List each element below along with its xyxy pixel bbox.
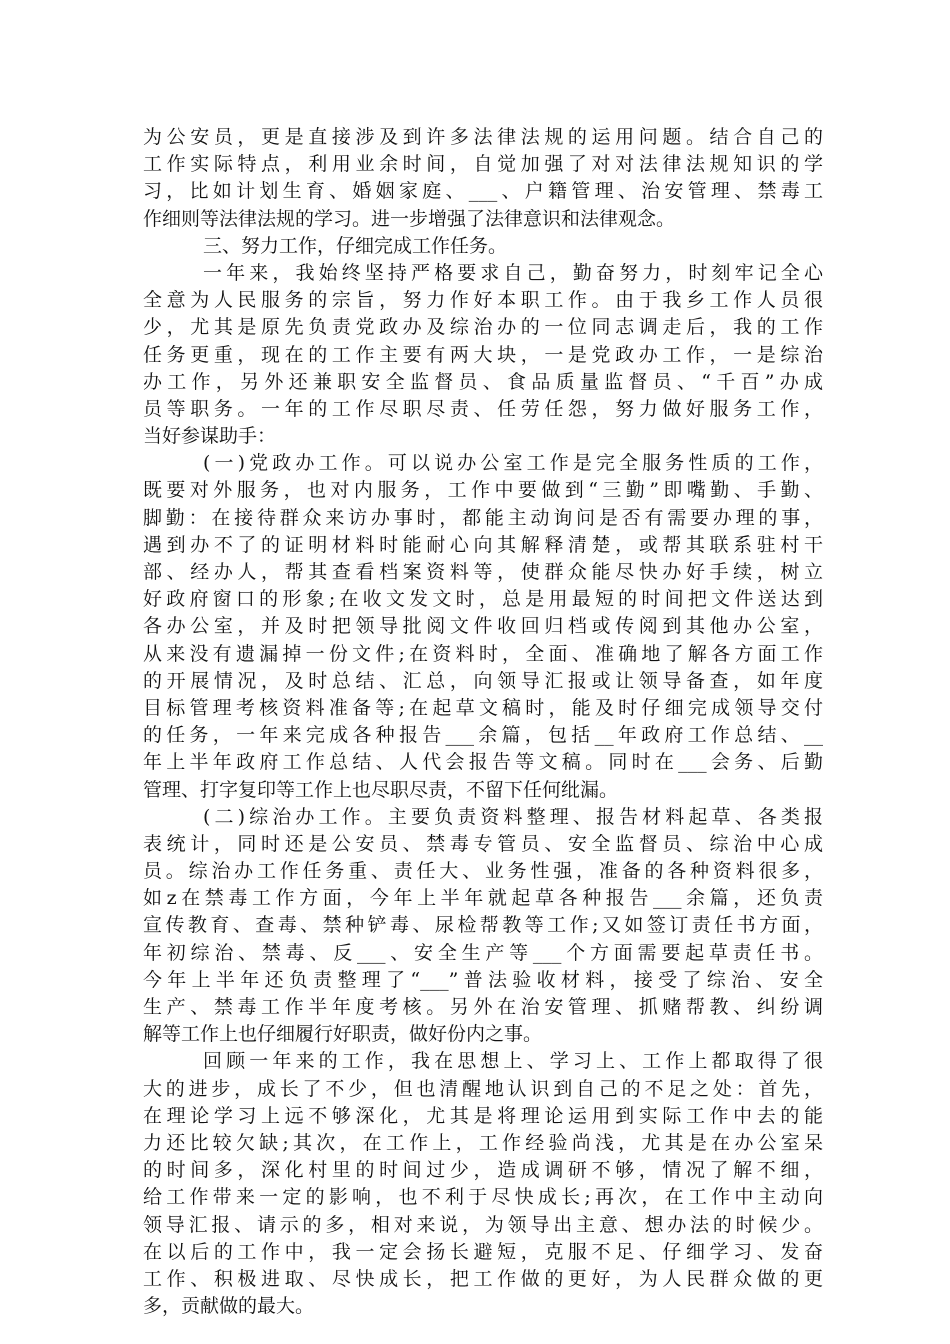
paragraph-first-line: (二)综治办工作。主要负责资料整理、报告材料起草、各类报 [203, 805, 823, 828]
text-line: 管理、打字复印等工作上也尽职尽责，不留下任何纰漏。 [143, 778, 619, 801]
text-line: 多，贡献做的最大。 [143, 1295, 315, 1318]
text-line: 表统计，同时还是公安员、禁毒专管员、安全监督员、综治中心成 [143, 832, 823, 855]
text-line: 年上半年政府工作总结、人代会报告等文稿。同时在___会务、后勤 [143, 751, 823, 774]
text-line: 的时间多，深化村里的时间过少，造成调研不够，情况了解不细， [143, 1159, 823, 1182]
text-line: 工作、积极进取、尽快成长，把工作做的更好，为人民群众做的更 [143, 1267, 823, 1290]
document-body [143, 124, 823, 1320]
text-line: 生产、禁毒工作半年度考核。另外在治安管理、抓赌帮教、纠纷调 [143, 996, 823, 1018]
text-line: 各办公室，并及时把领导批阅文件收回归档或传阅到其他办公室， [143, 615, 823, 638]
text-line: 既要对外服务，也对内服务，工作中要做到“三勤”即嘴勤、手勤、 [143, 479, 823, 502]
text-line: 目标管理考核资料准备等;在起草文稿时，能及时仔细完成领导交付 [143, 696, 823, 719]
paragraph-first-line: 回顾一年来的工作，我在思想上、学习上、工作上都取得了很 [203, 1050, 823, 1073]
section-heading: 三、努力工作，仔细完成工作任务。 [203, 234, 508, 257]
text-line: 在理论学习上远不够深化，尤其是将理论运用到实际工作中去的能 [143, 1104, 823, 1127]
text-line: 力还比较欠缺;其次，在工作上，工作经验尚浅，尤其是在办公室呆 [143, 1131, 823, 1154]
text-line: 解等工作上也仔细履行好职责，做好份内之事。 [143, 1023, 543, 1046]
text-line: 当好参谋助手： [143, 425, 277, 448]
text-line: 少，尤其是原先负责党政办及综治办的一位同志调走后，我的工作 [143, 316, 823, 339]
text-line: 脚勤：在接待群众来访办事时，都能主动询问是否有需要办理的事， [143, 506, 823, 529]
text-line: 为公安员，更是直接涉及到许多法律法规的运用问题。结合自己的 [143, 126, 823, 148]
text-line: 在以后的工作中，我一定会扬长避短，克服不足、仔细学习、发奋 [143, 1240, 823, 1263]
text-line: 从来没有遗漏掉一份文件;在资料时，全面、准确地了解各方面工作 [143, 642, 823, 665]
text-line: 员。综治办工作任务重、责任大、业务性强，准备的各种资料很多， [143, 860, 823, 883]
text-line: 好政府窗口的形象;在收文发文时，总是用最短的时间把文件送达到 [143, 588, 823, 611]
paragraph-first-line: (一)党政办工作。可以说办公室工作是完全服务性质的工作， [203, 452, 823, 475]
text-line: 部、经办人，帮其查看档案资料等，使群众能尽快办好手续，树立 [143, 561, 823, 583]
text-line: 遇到办不了的证明材料时能耐心向其解释清楚，或帮其联系驻村干 [143, 533, 823, 556]
text-line: 领导汇报、请示的多，相对来说，为领导出主意、想办法的时候少。 [143, 1213, 823, 1236]
text-line: 的任务，一年来完成各种报告___余篇，包括__年政府工作总结、__ [143, 724, 823, 747]
text-line: 给工作带来一定的影响，也不利于尽快成长;再次，在工作中主动向 [143, 1186, 823, 1209]
paragraph-first-line: 一年来，我始终坚持严格要求自己，勤奋努力，时刻牢记全心 [203, 261, 823, 284]
text-line: 的开展情况，及时总结、汇总，向领导汇报或让领导备查，如年度 [143, 669, 823, 692]
text-line: 年初综治、禁毒、反___、安全生产等___个方面需要起草责任书。 [143, 941, 823, 964]
text-line: 今年上半年还负责整理了“___”普法验收材料，接受了综治、安全 [143, 968, 823, 991]
text-line: 工作实际特点，利用业余时间，自觉加强了对对法律法规知识的学 [143, 153, 823, 176]
text-line: 大的进步，成长了不少，但也清醒地认识到自己的不足之处：首先， [143, 1077, 823, 1100]
text-line: 宣传教育、查毒、禁种铲毒、尿检帮教等工作;又如签订责任书方面， [143, 914, 823, 937]
text-line: 员等职务。一年的工作尽职尽责、任劳任怨，努力做好服务工作， [143, 397, 823, 420]
text-line: 作细则等法律法规的学习。进一步增强了法律意识和法律观念。 [143, 207, 676, 230]
text-line: 任务更重，现在的工作主要有两大块，一是党政办工作，一是综治 [143, 343, 823, 366]
text-line: 全意为人民服务的宗旨，努力作好本职工作。由于我乡工作人员很 [143, 289, 823, 312]
text-line: 办工作，另外还兼职安全监督员、食品质量监督员、“千百”办成 [143, 370, 823, 393]
text-line: 如z在禁毒工作方面，今年上半年就起草各种报告___余篇，还负责 [143, 887, 823, 910]
text-line: 习，比如计划生育、婚姻家庭、___、户籍管理、治安管理、禁毒工 [143, 180, 823, 203]
